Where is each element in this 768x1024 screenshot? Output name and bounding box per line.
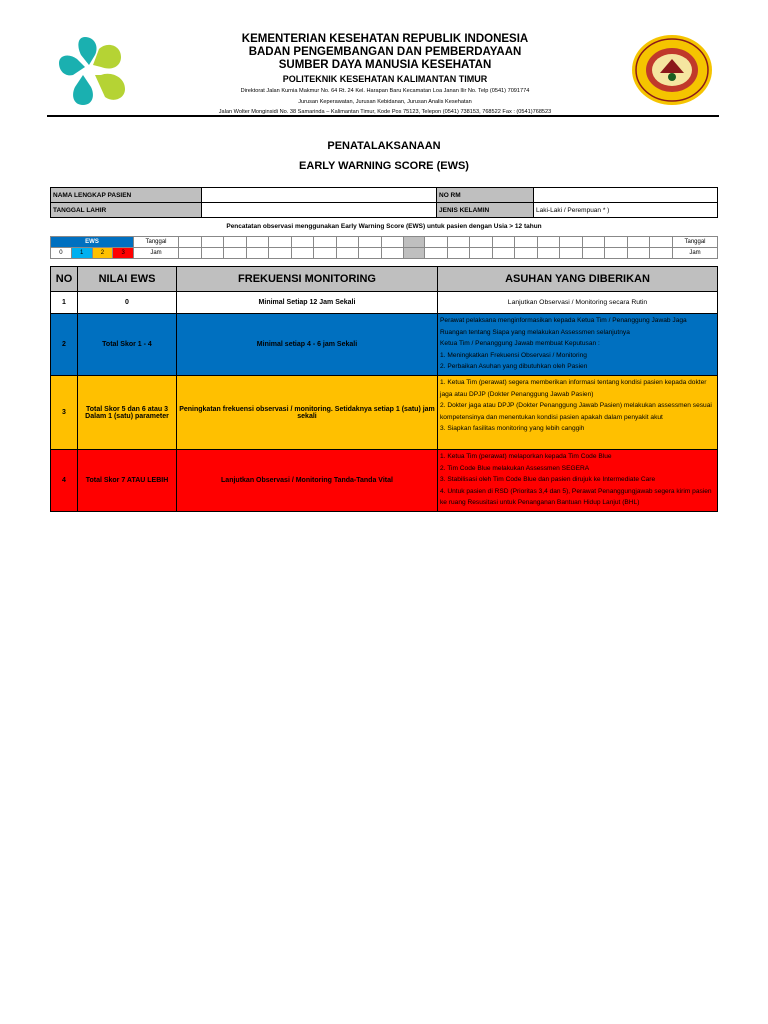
obs-cell[interactable] xyxy=(515,237,538,248)
obs-cell[interactable] xyxy=(269,237,292,248)
obs-cell[interactable] xyxy=(179,248,202,259)
obs-cell[interactable] xyxy=(515,248,538,259)
obs-cell[interactable] xyxy=(605,248,628,259)
address-line-1: Direktorat Jalan Kurnia Makmur No. 64 Rt. 24 Kel. Harapan Baru Kecamatan Loa Janan Ilir No. Telp (0541) 7091774 xyxy=(240,88,530,94)
obs-cell[interactable] xyxy=(201,237,224,248)
ews-label: EWS xyxy=(51,237,134,248)
row-nilai: 0 xyxy=(78,292,177,314)
header-no: NO xyxy=(51,267,78,292)
obs-cell[interactable] xyxy=(381,248,404,259)
score-3: 3 xyxy=(113,248,134,259)
obs-cell[interactable] xyxy=(359,248,382,259)
obs-cell[interactable] xyxy=(425,248,448,259)
obs-divider xyxy=(404,237,425,248)
obs-cell[interactable] xyxy=(224,237,247,248)
obs-cell[interactable] xyxy=(291,248,314,259)
obs-cell[interactable] xyxy=(650,237,673,248)
tanggal-label-left: Tanggal xyxy=(134,237,179,248)
row-asuhan: Lanjutkan Observasi / Monitoring secara Rutin xyxy=(438,292,718,314)
row-no: 2 xyxy=(51,314,78,376)
obs-cell[interactable] xyxy=(582,248,605,259)
ews-management-table xyxy=(50,266,718,512)
jk-label: JENIS KELAMIN xyxy=(437,203,534,218)
asuhan-line: Ketua Tim / Penanggung Jawab membuat Keputusan : xyxy=(440,340,600,347)
asuhan-line: 2. Dokter jaga atau DPJP (Dokter Penanggung Jawab Pasien) melakukan assessmen sesuai kompetensinya dan menentukan kondisi pasien apakah dalam penyakit akut xyxy=(440,402,712,421)
asuhan-line: 2. Perbaikan Asuhan yang dibutuhkan oleh Pasien xyxy=(440,363,588,370)
score-1: 1 xyxy=(71,248,92,259)
obs-cell[interactable] xyxy=(537,237,560,248)
jk-field[interactable]: Laki-Laki / Perempuan * ) xyxy=(534,203,718,218)
header-nilai: NILAI EWS xyxy=(78,267,177,292)
nama-label: NAMA LENGKAP PASIEN xyxy=(51,188,202,203)
obs-cell[interactable] xyxy=(605,237,628,248)
ews-observation-strip xyxy=(50,236,718,259)
jam-label-right: Jam xyxy=(673,248,718,259)
row-frekuensi: Minimal setiap 4 - 6 jam Sekali xyxy=(177,314,438,376)
jam-label-left: Jam xyxy=(134,248,179,259)
table-row xyxy=(51,314,718,376)
logo-petals xyxy=(59,37,125,105)
header-frekuensi: FREKUENSI MONITORING xyxy=(177,267,438,292)
poltekkes-seal xyxy=(630,33,714,107)
obs-cell[interactable] xyxy=(560,237,583,248)
header-divider xyxy=(47,115,719,117)
asuhan-line: 3. Siapkan fasilitas monitoring yang lebih canggih xyxy=(440,425,585,432)
tgl-lahir-field[interactable] xyxy=(202,203,437,218)
score-0: 0 xyxy=(51,248,72,259)
obs-cell[interactable] xyxy=(179,237,202,248)
obs-cell[interactable] xyxy=(492,248,515,259)
asuhan-line: 3. Stabilisasi oleh Tim Code Blue dan pasien dirujuk ke Intermediate Care xyxy=(440,476,656,483)
tanggal-label-right: Tanggal xyxy=(673,237,718,248)
obs-cell[interactable] xyxy=(582,237,605,248)
obs-cell[interactable] xyxy=(650,248,673,259)
obs-cell[interactable] xyxy=(447,248,470,259)
nama-field[interactable] xyxy=(202,188,437,203)
obs-cell[interactable] xyxy=(560,248,583,259)
row-nilai: Total Skor 5 dan 6 atau 3 Dalam 1 (satu) parameter xyxy=(78,376,177,450)
row-nilai: Total Skor 1 - 4 xyxy=(78,314,177,376)
row-no: 1 xyxy=(51,292,78,314)
patient-info-table xyxy=(50,187,718,218)
observation-note: Pencatatan observasi menggunakan Early Warning Score (EWS) untuk pasien dengan Usia > 12 tahun xyxy=(226,223,542,230)
row-frekuensi: Peningkatan frekuensi observasi / monitoring. Setidaknya setiap 1 (satu) jam sekali xyxy=(177,376,438,450)
row-asuhan xyxy=(438,376,718,450)
row-frekuensi: Lanjutkan Observasi / Monitoring Tanda-Tanda Vital xyxy=(177,450,438,512)
obs-cell[interactable] xyxy=(537,248,560,259)
obs-cell[interactable] xyxy=(425,237,448,248)
letterhead xyxy=(150,33,620,117)
obs-cell[interactable] xyxy=(269,248,292,259)
asuhan-line: 1. Ketua Tim (perawat) melaporkan kepada Tim Code Blue xyxy=(440,453,612,460)
obs-cell[interactable] xyxy=(470,248,493,259)
row-no: 3 xyxy=(51,376,78,450)
table-row xyxy=(51,292,718,314)
header-asuhan: ASUHAN YANG DIBERIKAN xyxy=(438,267,718,292)
obs-cell[interactable] xyxy=(381,237,404,248)
row-asuhan xyxy=(438,314,718,376)
obs-cell[interactable] xyxy=(336,237,359,248)
kemenkes-logo xyxy=(55,35,135,107)
obs-cell[interactable] xyxy=(492,237,515,248)
obs-cell[interactable] xyxy=(291,237,314,248)
ministry-name: KEMENTERIAN KESEHATAN REPUBLIK INDONESIA xyxy=(241,33,529,45)
agency-name: BADAN PENGEMBANGAN DAN PEMBERDAYAAN xyxy=(248,46,522,58)
obs-cell[interactable] xyxy=(359,237,382,248)
row-frekuensi: Minimal Setiap 12 Jam Sekali xyxy=(177,292,438,314)
obs-cell[interactable] xyxy=(201,248,224,259)
obs-cell[interactable] xyxy=(246,237,269,248)
asuhan-line: 1. Meningkatkan Frekuensi Observasi / Monitoring xyxy=(440,351,587,359)
asuhan-line: 4. Untuk pasien di RSD (Prioritas 3,4 dan 5), Perawat Penanggungjawab segera kirim pasien ke ruang Resusitasi untuk Penanganan Bantuan Hidup Lanjut (BHL) xyxy=(440,487,712,506)
asuhan-line: 2. Tim Code Blue melakukan Assessmen SEGERA xyxy=(440,464,590,472)
address-line-2: Jurusan Keperawatan, Jurusan Kebidanan, Jurusan Analis Kesehatan xyxy=(298,99,472,105)
asuhan-line: 1. Ketua Tim (perawat) segera memberikan informasi tentang kondisi pasien kepada dokter jaga atau DPJP (Dokter Penanggung Jawab Pasien) xyxy=(440,379,707,398)
table-header-row xyxy=(51,267,718,292)
asuhan-line: Perawat pelaksana menginformasikan kepada Ketua Tim / Penanggung Jawab Jaga Ruangan tentang Siapa yang melakukan Assessmen selanjutnya xyxy=(440,317,687,336)
address-line-3: Jalan Wolter Monginsidi No. 38 Samarinda – Kalimantan Timur, Kode Pos 75123, Telepon (0541) 738153, 768522 Fax : (0541)768523 xyxy=(218,109,552,115)
row-nilai: Total Skor 7 ATAU LEBIH xyxy=(78,450,177,512)
norm-label: NO RM xyxy=(437,188,534,203)
page-title: PENATALAKSANAAN xyxy=(327,140,441,152)
table-row xyxy=(51,450,718,512)
agency-name-2: SUMBER DAYA MANUSIA KESEHATAN xyxy=(278,59,492,71)
tgl-lahir-label: TANGGAL LAHIR xyxy=(51,203,202,218)
obs-divider xyxy=(404,248,425,259)
page-subtitle: EARLY WARNING SCORE (EWS) xyxy=(299,160,469,172)
obs-cell[interactable] xyxy=(246,248,269,259)
obs-cell[interactable] xyxy=(224,248,247,259)
obs-cell[interactable] xyxy=(447,237,470,248)
row-asuhan xyxy=(438,450,718,512)
obs-cell[interactable] xyxy=(314,248,337,259)
norm-field[interactable] xyxy=(534,188,718,203)
obs-cell[interactable] xyxy=(336,248,359,259)
obs-cell[interactable] xyxy=(470,237,493,248)
table-row xyxy=(51,376,718,450)
institution-name: POLITEKNIK KESEHATAN KALIMANTAN TIMUR xyxy=(282,74,488,84)
obs-cell[interactable] xyxy=(627,248,650,259)
row-no: 4 xyxy=(51,450,78,512)
obs-cell[interactable] xyxy=(314,237,337,248)
obs-cell[interactable] xyxy=(627,237,650,248)
score-2: 2 xyxy=(92,248,113,259)
